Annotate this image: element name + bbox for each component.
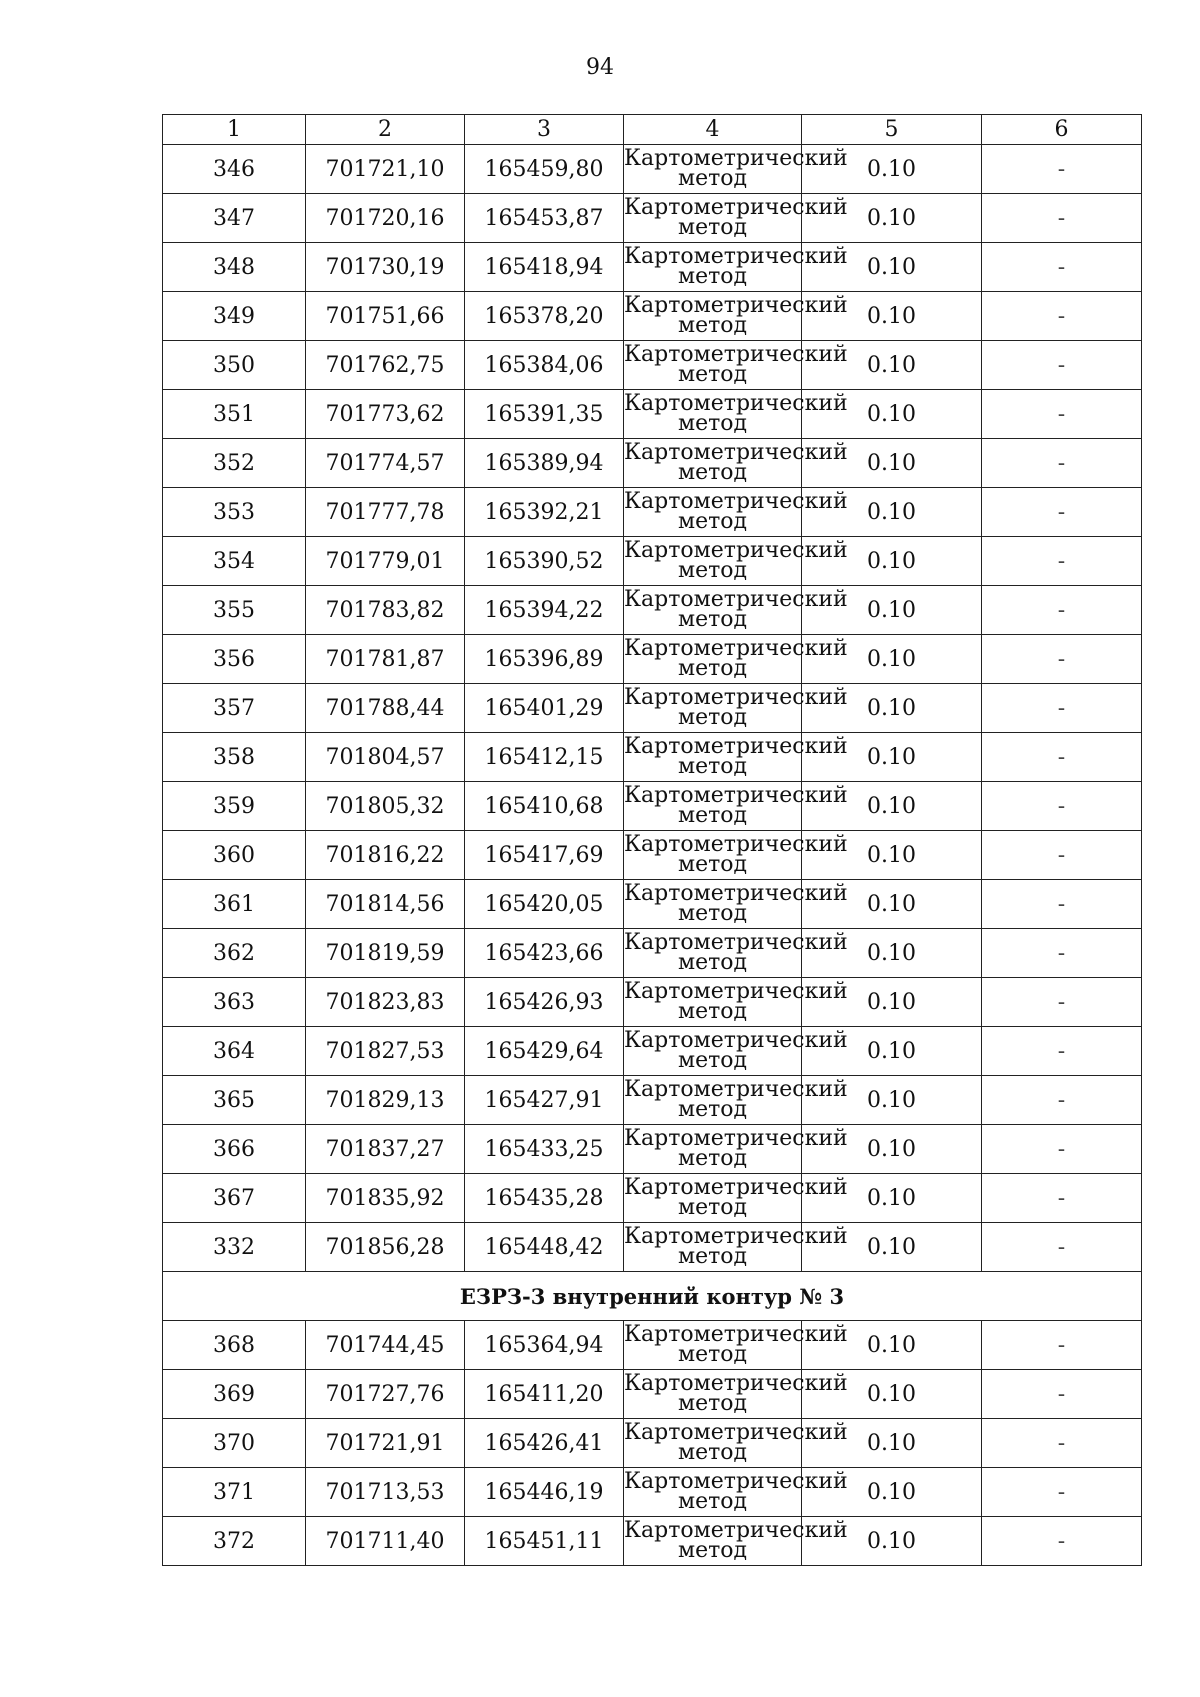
point-number: 362: [163, 929, 306, 978]
method-line-1: Картометрический: [624, 489, 848, 514]
coordinate-x: 701762,75: [306, 341, 465, 390]
method-line-2: метод: [677, 215, 748, 240]
method-cell: [624, 1223, 848, 1272]
table-row: [163, 831, 1142, 880]
method-cell: [624, 978, 848, 1027]
method-line-1: Картометрический: [624, 293, 848, 318]
coordinate-y: 165396,89: [465, 635, 624, 684]
coordinate-x: 701713,53: [306, 1468, 465, 1517]
note: -: [982, 1370, 1142, 1419]
point-number: 359: [163, 782, 306, 831]
precision: 0.10: [802, 1419, 982, 1468]
method-cell: [624, 537, 848, 586]
method-line-2: метод: [677, 999, 748, 1024]
point-number: 367: [163, 1174, 306, 1223]
method-line-1: Картометрический: [624, 1322, 848, 1347]
table-row: [163, 733, 1142, 782]
coordinate-x: 701783,82: [306, 586, 465, 635]
coordinate-x: 701805,32: [306, 782, 465, 831]
precision: 0.10: [802, 831, 982, 880]
coordinate-x: 701788,44: [306, 684, 465, 733]
header-cell: 5: [802, 115, 982, 145]
note: -: [982, 684, 1142, 733]
method-line-1: Картометрический: [624, 832, 848, 857]
method-line-1: Картометрический: [624, 195, 848, 220]
method-line-2: метод: [677, 1489, 748, 1514]
precision: 0.10: [802, 635, 982, 684]
method-cell: [624, 145, 848, 194]
coordinate-y: 165420,05: [465, 880, 624, 929]
table-row: [163, 194, 1142, 243]
coordinate-y: 165433,25: [465, 1125, 624, 1174]
method-line-1: Картометрический: [624, 685, 848, 710]
coordinate-x: 701774,57: [306, 439, 465, 488]
method-cell: [624, 1076, 848, 1125]
precision: 0.10: [802, 1223, 982, 1272]
point-number: 349: [163, 292, 306, 341]
method-line-2: метод: [677, 852, 748, 877]
header-cell: 6: [982, 115, 1142, 145]
method-cell: [624, 390, 848, 439]
method-cell: [624, 831, 848, 880]
header-row: [163, 115, 1142, 145]
method-line-1: Картометрический: [624, 930, 848, 955]
precision: 0.10: [802, 1321, 982, 1370]
note: -: [982, 1321, 1142, 1370]
note: -: [982, 1223, 1142, 1272]
method-line-1: Картометрический: [624, 1420, 848, 1445]
method-line-2: метод: [677, 705, 748, 730]
method-line-2: метод: [677, 1195, 748, 1220]
precision: 0.10: [802, 1125, 982, 1174]
method-line-2: метод: [677, 607, 748, 632]
coordinate-y: 165378,20: [465, 292, 624, 341]
table-row: [163, 537, 1142, 586]
method-line-1: Картометрический: [624, 440, 848, 465]
method-line-2: метод: [677, 558, 748, 583]
coordinates-table: [162, 114, 1142, 1566]
point-number: 369: [163, 1370, 306, 1419]
method-line-2: метод: [677, 1048, 748, 1073]
header-cell: 1: [163, 115, 306, 145]
method-line-1: Картометрический: [624, 881, 848, 906]
method-line-1: Картометрический: [624, 1028, 848, 1053]
method-line-1: Картометрический: [624, 1518, 848, 1543]
note: -: [982, 243, 1142, 292]
note: -: [982, 390, 1142, 439]
coordinate-x: 701816,22: [306, 831, 465, 880]
precision: 0.10: [802, 145, 982, 194]
table-row: [163, 341, 1142, 390]
note: -: [982, 1468, 1142, 1517]
method-line-1: Картометрический: [624, 979, 848, 1004]
note: -: [982, 292, 1142, 341]
point-number: 370: [163, 1419, 306, 1468]
precision: 0.10: [802, 1517, 982, 1566]
method-line-2: метод: [677, 1097, 748, 1122]
coordinate-x: 701711,40: [306, 1517, 465, 1566]
point-number: 332: [163, 1223, 306, 1272]
note: -: [982, 341, 1142, 390]
table-row: [163, 1419, 1142, 1468]
note: -: [982, 880, 1142, 929]
precision: 0.10: [802, 537, 982, 586]
method-line-2: метод: [677, 509, 748, 534]
point-number: 346: [163, 145, 306, 194]
coordinate-x: 701777,78: [306, 488, 465, 537]
method-cell: [624, 194, 848, 243]
table-row: [163, 1223, 1142, 1272]
note: -: [982, 586, 1142, 635]
method-line-2: метод: [677, 1244, 748, 1269]
method-cell: [624, 1125, 848, 1174]
coordinate-x: 701856,28: [306, 1223, 465, 1272]
coordinate-x: 701744,45: [306, 1321, 465, 1370]
note: -: [982, 1419, 1142, 1468]
precision: 0.10: [802, 684, 982, 733]
method-cell: [624, 1370, 848, 1419]
method-line-1: Картометрический: [624, 734, 848, 759]
coordinate-x: 701819,59: [306, 929, 465, 978]
table-row: [163, 978, 1142, 1027]
method-cell: [624, 1027, 848, 1076]
method-line-1: Картометрический: [624, 587, 848, 612]
coordinate-y: 165435,28: [465, 1174, 624, 1223]
coordinate-y: 165401,29: [465, 684, 624, 733]
coordinate-x: 701814,56: [306, 880, 465, 929]
coordinate-x: 701827,53: [306, 1027, 465, 1076]
method-cell: [624, 292, 848, 341]
method-cell: [624, 782, 848, 831]
table-row: [163, 586, 1142, 635]
table-body: [163, 115, 1142, 1566]
point-number: 355: [163, 586, 306, 635]
method-cell: [624, 1174, 848, 1223]
point-number: 357: [163, 684, 306, 733]
coordinate-y: 165410,68: [465, 782, 624, 831]
table-row: [163, 1370, 1142, 1419]
precision: 0.10: [802, 390, 982, 439]
point-number: 353: [163, 488, 306, 537]
coordinate-y: 165418,94: [465, 243, 624, 292]
point-number: 351: [163, 390, 306, 439]
precision: 0.10: [802, 488, 982, 537]
coordinate-x: 701730,19: [306, 243, 465, 292]
coordinate-y: 165392,21: [465, 488, 624, 537]
method-line-2: метод: [677, 950, 748, 975]
method-cell: [624, 733, 848, 782]
precision: 0.10: [802, 1370, 982, 1419]
method-line-1: Картометрический: [624, 636, 848, 661]
note: -: [982, 488, 1142, 537]
coordinate-y: 165384,06: [465, 341, 624, 390]
coordinate-x: 701837,27: [306, 1125, 465, 1174]
coordinate-y: 165411,20: [465, 1370, 624, 1419]
note: -: [982, 733, 1142, 782]
method-line-1: Картометрический: [624, 783, 848, 808]
method-cell: [624, 439, 848, 488]
table-row: [163, 684, 1142, 733]
point-number: 363: [163, 978, 306, 1027]
coordinate-y: 165412,15: [465, 733, 624, 782]
section-title: ЕЗРЗ-3 внутренний контур № 3: [163, 1272, 1142, 1321]
precision: 0.10: [802, 978, 982, 1027]
coordinate-y: 165451,11: [465, 1517, 624, 1566]
coordinate-x: 701835,92: [306, 1174, 465, 1223]
note: -: [982, 439, 1142, 488]
precision: 0.10: [802, 586, 982, 635]
coordinate-x: 701779,01: [306, 537, 465, 586]
header-cell: 2: [306, 115, 465, 145]
point-number: 348: [163, 243, 306, 292]
point-number: 368: [163, 1321, 306, 1370]
note: -: [982, 1517, 1142, 1566]
section-title-row: [163, 1272, 1142, 1321]
note: -: [982, 1174, 1142, 1223]
point-number: 360: [163, 831, 306, 880]
note: -: [982, 635, 1142, 684]
precision: 0.10: [802, 782, 982, 831]
table-row: [163, 1027, 1142, 1076]
method-cell: [624, 243, 848, 292]
coordinate-y: 165389,94: [465, 439, 624, 488]
method-line-2: метод: [677, 1146, 748, 1171]
point-number: 356: [163, 635, 306, 684]
coordinate-y: 165459,80: [465, 145, 624, 194]
method-cell: [624, 488, 848, 537]
point-number: 354: [163, 537, 306, 586]
coordinate-x: 701823,83: [306, 978, 465, 1027]
note: -: [982, 145, 1142, 194]
table-row: [163, 1468, 1142, 1517]
table-row: [163, 929, 1142, 978]
precision: 0.10: [802, 439, 982, 488]
coordinate-x: 701804,57: [306, 733, 465, 782]
point-number: 372: [163, 1517, 306, 1566]
coordinate-x: 701720,16: [306, 194, 465, 243]
method-cell: [624, 929, 848, 978]
coordinate-y: 165426,93: [465, 978, 624, 1027]
point-number: 347: [163, 194, 306, 243]
precision: 0.10: [802, 341, 982, 390]
precision: 0.10: [802, 1076, 982, 1125]
note: -: [982, 1125, 1142, 1174]
point-number: 358: [163, 733, 306, 782]
coordinate-x: 701773,62: [306, 390, 465, 439]
coordinate-y: 165417,69: [465, 831, 624, 880]
note: -: [982, 1027, 1142, 1076]
note: -: [982, 194, 1142, 243]
header-cell: 3: [465, 115, 624, 145]
precision: 0.10: [802, 292, 982, 341]
method-line-2: метод: [677, 901, 748, 926]
note: -: [982, 1076, 1142, 1125]
table-row: [163, 390, 1142, 439]
method-line-1: Картометрический: [624, 1175, 848, 1200]
point-number: 364: [163, 1027, 306, 1076]
coordinate-y: 165394,22: [465, 586, 624, 635]
coordinate-x: 701751,66: [306, 292, 465, 341]
point-number: 361: [163, 880, 306, 929]
method-cell: [624, 341, 848, 390]
method-line-2: метод: [677, 1538, 748, 1563]
method-cell: [624, 635, 848, 684]
method-cell: [624, 1419, 848, 1468]
method-line-2: метод: [677, 264, 748, 289]
table-row: [163, 1517, 1142, 1566]
precision: 0.10: [802, 880, 982, 929]
method-line-1: Картометрический: [624, 146, 848, 171]
point-number: 352: [163, 439, 306, 488]
method-line-2: метод: [677, 803, 748, 828]
coordinate-y: 165427,91: [465, 1076, 624, 1125]
coordinate-x: 701721,10: [306, 145, 465, 194]
method-cell: [624, 1321, 848, 1370]
table-row: [163, 292, 1142, 341]
note: -: [982, 929, 1142, 978]
method-line-1: Картометрический: [624, 538, 848, 563]
point-number: 366: [163, 1125, 306, 1174]
method-line-2: метод: [677, 362, 748, 387]
coordinate-y: 165390,52: [465, 537, 624, 586]
method-cell: [624, 880, 848, 929]
table-row: [163, 488, 1142, 537]
point-number: 371: [163, 1468, 306, 1517]
method-line-1: Картометрический: [624, 391, 848, 416]
table-row: [163, 1321, 1142, 1370]
method-line-2: метод: [677, 1440, 748, 1465]
table-row: [163, 1076, 1142, 1125]
precision: 0.10: [802, 1174, 982, 1223]
point-number: 350: [163, 341, 306, 390]
method-line-2: метод: [677, 166, 748, 191]
method-line-1: Картометрический: [624, 1469, 848, 1494]
table-row: [163, 1125, 1142, 1174]
precision: 0.10: [802, 243, 982, 292]
coordinate-y: 165423,66: [465, 929, 624, 978]
coordinate-x: 701727,76: [306, 1370, 465, 1419]
coordinate-y: 165391,35: [465, 390, 624, 439]
point-number: 365: [163, 1076, 306, 1125]
method-line-2: метод: [677, 411, 748, 436]
precision: 0.10: [802, 929, 982, 978]
coordinate-x: 701829,13: [306, 1076, 465, 1125]
method-cell: [624, 684, 848, 733]
table-row: [163, 145, 1142, 194]
method-line-1: Картометрический: [624, 1077, 848, 1102]
method-line-1: Картометрический: [624, 244, 848, 269]
note: -: [982, 782, 1142, 831]
table-row: [163, 880, 1142, 929]
note: -: [982, 978, 1142, 1027]
coordinate-y: 165364,94: [465, 1321, 624, 1370]
coordinate-y: 165453,87: [465, 194, 624, 243]
precision: 0.10: [802, 1468, 982, 1517]
method-line-2: метод: [677, 754, 748, 779]
coordinate-y: 165446,19: [465, 1468, 624, 1517]
method-cell: [624, 1468, 848, 1517]
method-line-2: метод: [677, 313, 748, 338]
page-number: 94: [586, 55, 614, 80]
table-row: [163, 782, 1142, 831]
method-line-1: Картометрический: [624, 1224, 848, 1249]
coordinate-x: 701781,87: [306, 635, 465, 684]
method-line-1: Картометрический: [624, 1126, 848, 1151]
method-line-1: Картометрический: [624, 1371, 848, 1396]
precision: 0.10: [802, 1027, 982, 1076]
coordinate-y: 165429,64: [465, 1027, 624, 1076]
precision: 0.10: [802, 194, 982, 243]
method-cell: [624, 1517, 848, 1566]
method-line-2: метод: [677, 460, 748, 485]
note: -: [982, 831, 1142, 880]
coordinate-y: 165448,42: [465, 1223, 624, 1272]
note: -: [982, 537, 1142, 586]
coordinate-x: 701721,91: [306, 1419, 465, 1468]
header-cell: 4: [624, 115, 802, 145]
method-line-1: Картометрический: [624, 342, 848, 367]
precision: 0.10: [802, 733, 982, 782]
table-row: [163, 243, 1142, 292]
method-line-2: метод: [677, 1342, 748, 1367]
table-row: [163, 439, 1142, 488]
method-line-2: метод: [677, 1391, 748, 1416]
method-line-2: метод: [677, 656, 748, 681]
method-cell: [624, 586, 848, 635]
table-row: [163, 635, 1142, 684]
table-row: [163, 1174, 1142, 1223]
coordinate-y: 165426,41: [465, 1419, 624, 1468]
